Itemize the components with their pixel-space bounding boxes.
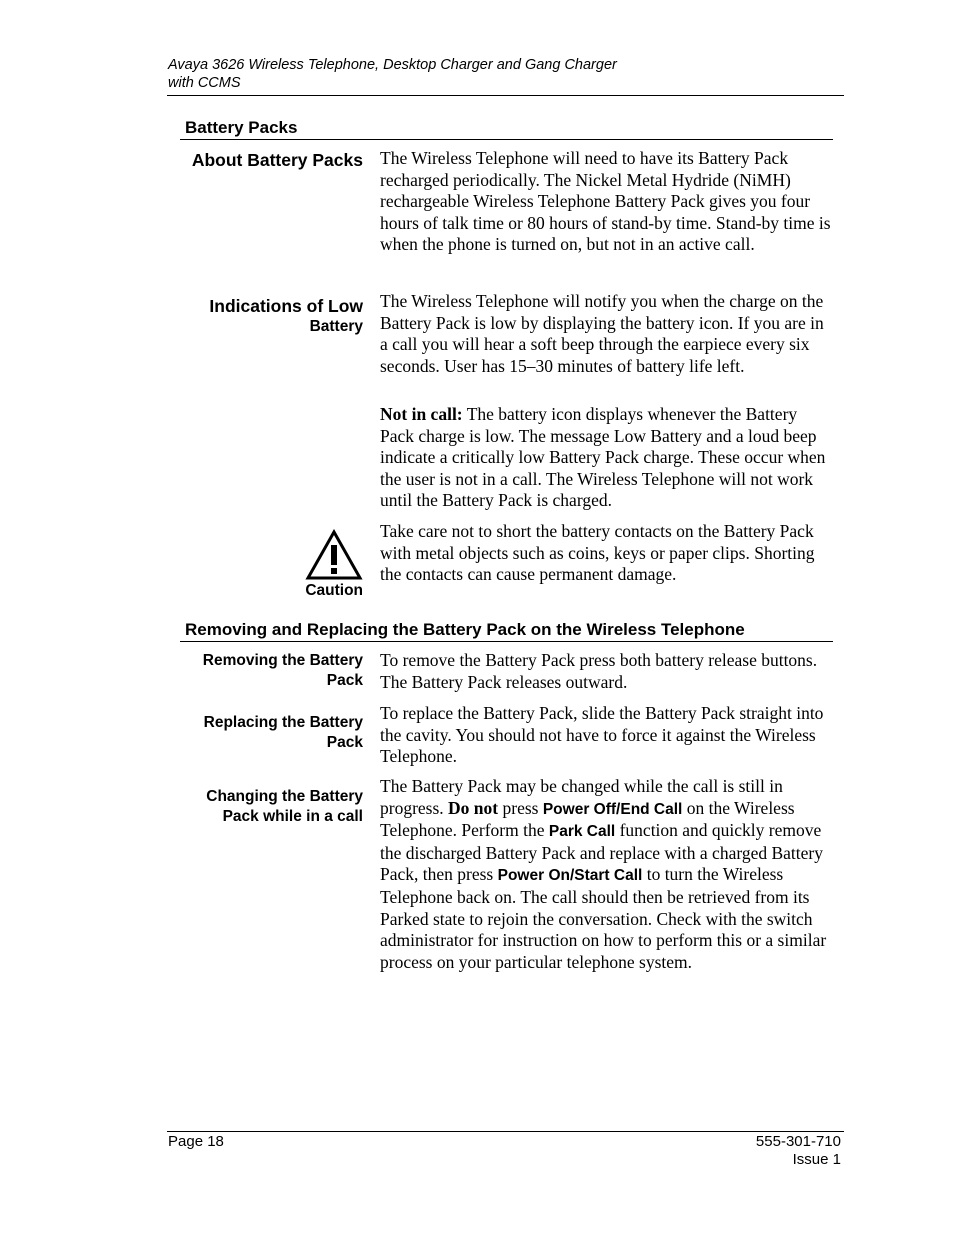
- park-call-key-label: Park Call: [548, 823, 616, 841]
- footer-issue: Issue 1: [792, 1151, 841, 1168]
- side-head-about-battery-packs: About Battery Packs: [191, 150, 363, 170]
- not-in-call-text: The battery icon displays whenever the Battery Pack charge is low. The message Low Battery and a loud beep indicate a critically low Battery Pack charge. These occur when the user is not in a call. The Wireless Telephone will not work until the Battery Pack is charged.: [380, 404, 826, 511]
- caution-label: Caution: [305, 582, 363, 599]
- paragraph-not-in-call: [380, 404, 835, 512]
- side-head-replacing-line2: Pack: [326, 733, 363, 751]
- changing-text-part2: press: [498, 797, 543, 818]
- changing-text-part3: on the Wireless Telephone. Perform the: [380, 797, 795, 841]
- changing-text: [380, 776, 835, 973]
- caution-text: Take care not to short the battery contacts on the Battery Pack with metal objects such as coins, keys or paper clips. Shorting the contacts can cause permanent damage.: [380, 521, 815, 585]
- section-rule: [180, 139, 833, 140]
- side-head-indications-line1: Indications of Low: [209, 296, 363, 316]
- side-head-changing-line1: Changing the Battery: [206, 788, 363, 805]
- changing-text-part4: function and quickly remove the discharged Battery Pack and replace with a charged Battery Pack, then press: [380, 820, 823, 885]
- side-head-removing-line2: Pack: [326, 671, 363, 689]
- not-in-call-label: Not in call:: [380, 404, 463, 424]
- paragraph-removing: [380, 650, 835, 693]
- side-head-replacing-line1: Replacing the Battery: [203, 714, 363, 731]
- side-head-replacing: [150, 713, 363, 752]
- side-head-removing-line1: Removing the Battery: [202, 652, 363, 669]
- footer-doc-info: [620, 1133, 841, 1169]
- section-heading-battery-packs: Battery Packs: [185, 118, 298, 137]
- side-head-indications-line2: Battery: [309, 318, 363, 335]
- paragraph-indications: [380, 291, 835, 377]
- power-off-end-call-key-label: Power Off/End Call: [542, 800, 683, 818]
- paragraph-caution: [380, 521, 835, 586]
- about-text: The Wireless Telephone will need to have its Battery Pack recharged periodically. The Nickel Metal Hydride (NiMH) rechargeable Wireless Telephone Battery Pack gives you four hours of talk time or 80 hours of stand-by time. Stand-by time is when the phone is turned on, but not in an active call.: [380, 148, 831, 255]
- side-head-changing: [150, 787, 363, 826]
- changing-text-part6: process on your particular telephone system.: [380, 951, 692, 972]
- power-on-start-call-key-label: Power On/Start Call: [497, 867, 643, 885]
- running-header: [168, 56, 668, 92]
- paragraph-about-battery-packs: [380, 148, 835, 256]
- indications-text: The Wireless Telephone will notify you when the charge on the Battery Pack is low by displaying the battery icon. If you are in a call you will hear a soft beep through the earpiece every six seconds. User has 15–30 minutes of battery life left.: [380, 291, 824, 376]
- footer-doc-number: 555-301-710: [755, 1133, 841, 1150]
- replacing-text: To replace the Battery Pack, slide the Battery Pack straight into the cavity. You should not have to force it against the Wireless Telephone.: [380, 703, 824, 767]
- footer-page-number: Page 18: [168, 1133, 224, 1150]
- changing-text-part5: to turn the Wireless Telephone back on. The call should then be retrieved from its Parked state to rejoin the conversation. Check with the switch administrator for instruction on how to perform this or a similar: [380, 864, 827, 951]
- header-rule: [167, 95, 844, 96]
- do-not-emphasis: Do not: [448, 797, 499, 818]
- side-head-changing-line2: Pack while in a call: [222, 807, 363, 825]
- paragraph-replacing: [380, 703, 835, 768]
- side-head-removing: [150, 651, 363, 690]
- paragraph-changing: [380, 776, 835, 973]
- running-header-line2: with CCMS: [168, 75, 241, 91]
- removing-text: To remove the Battery Pack press both battery release buttons. The Battery Pack releases outward.: [380, 650, 818, 692]
- section-heading-removing-replacing: Removing and Replacing the Battery Pack on the Wireless Telephone: [185, 620, 745, 639]
- changing-text-part1: The Battery Pack may be changed while the call is still in progress.: [380, 776, 783, 818]
- caution-triangle-icon: [305, 529, 363, 581]
- section-rule: [180, 641, 833, 642]
- running-header-line1: Avaya 3626 Wireless Telephone, Desktop Charger and Gang Charger: [168, 57, 617, 73]
- side-head-indications: [150, 296, 363, 337]
- footer-rule: [167, 1131, 844, 1132]
